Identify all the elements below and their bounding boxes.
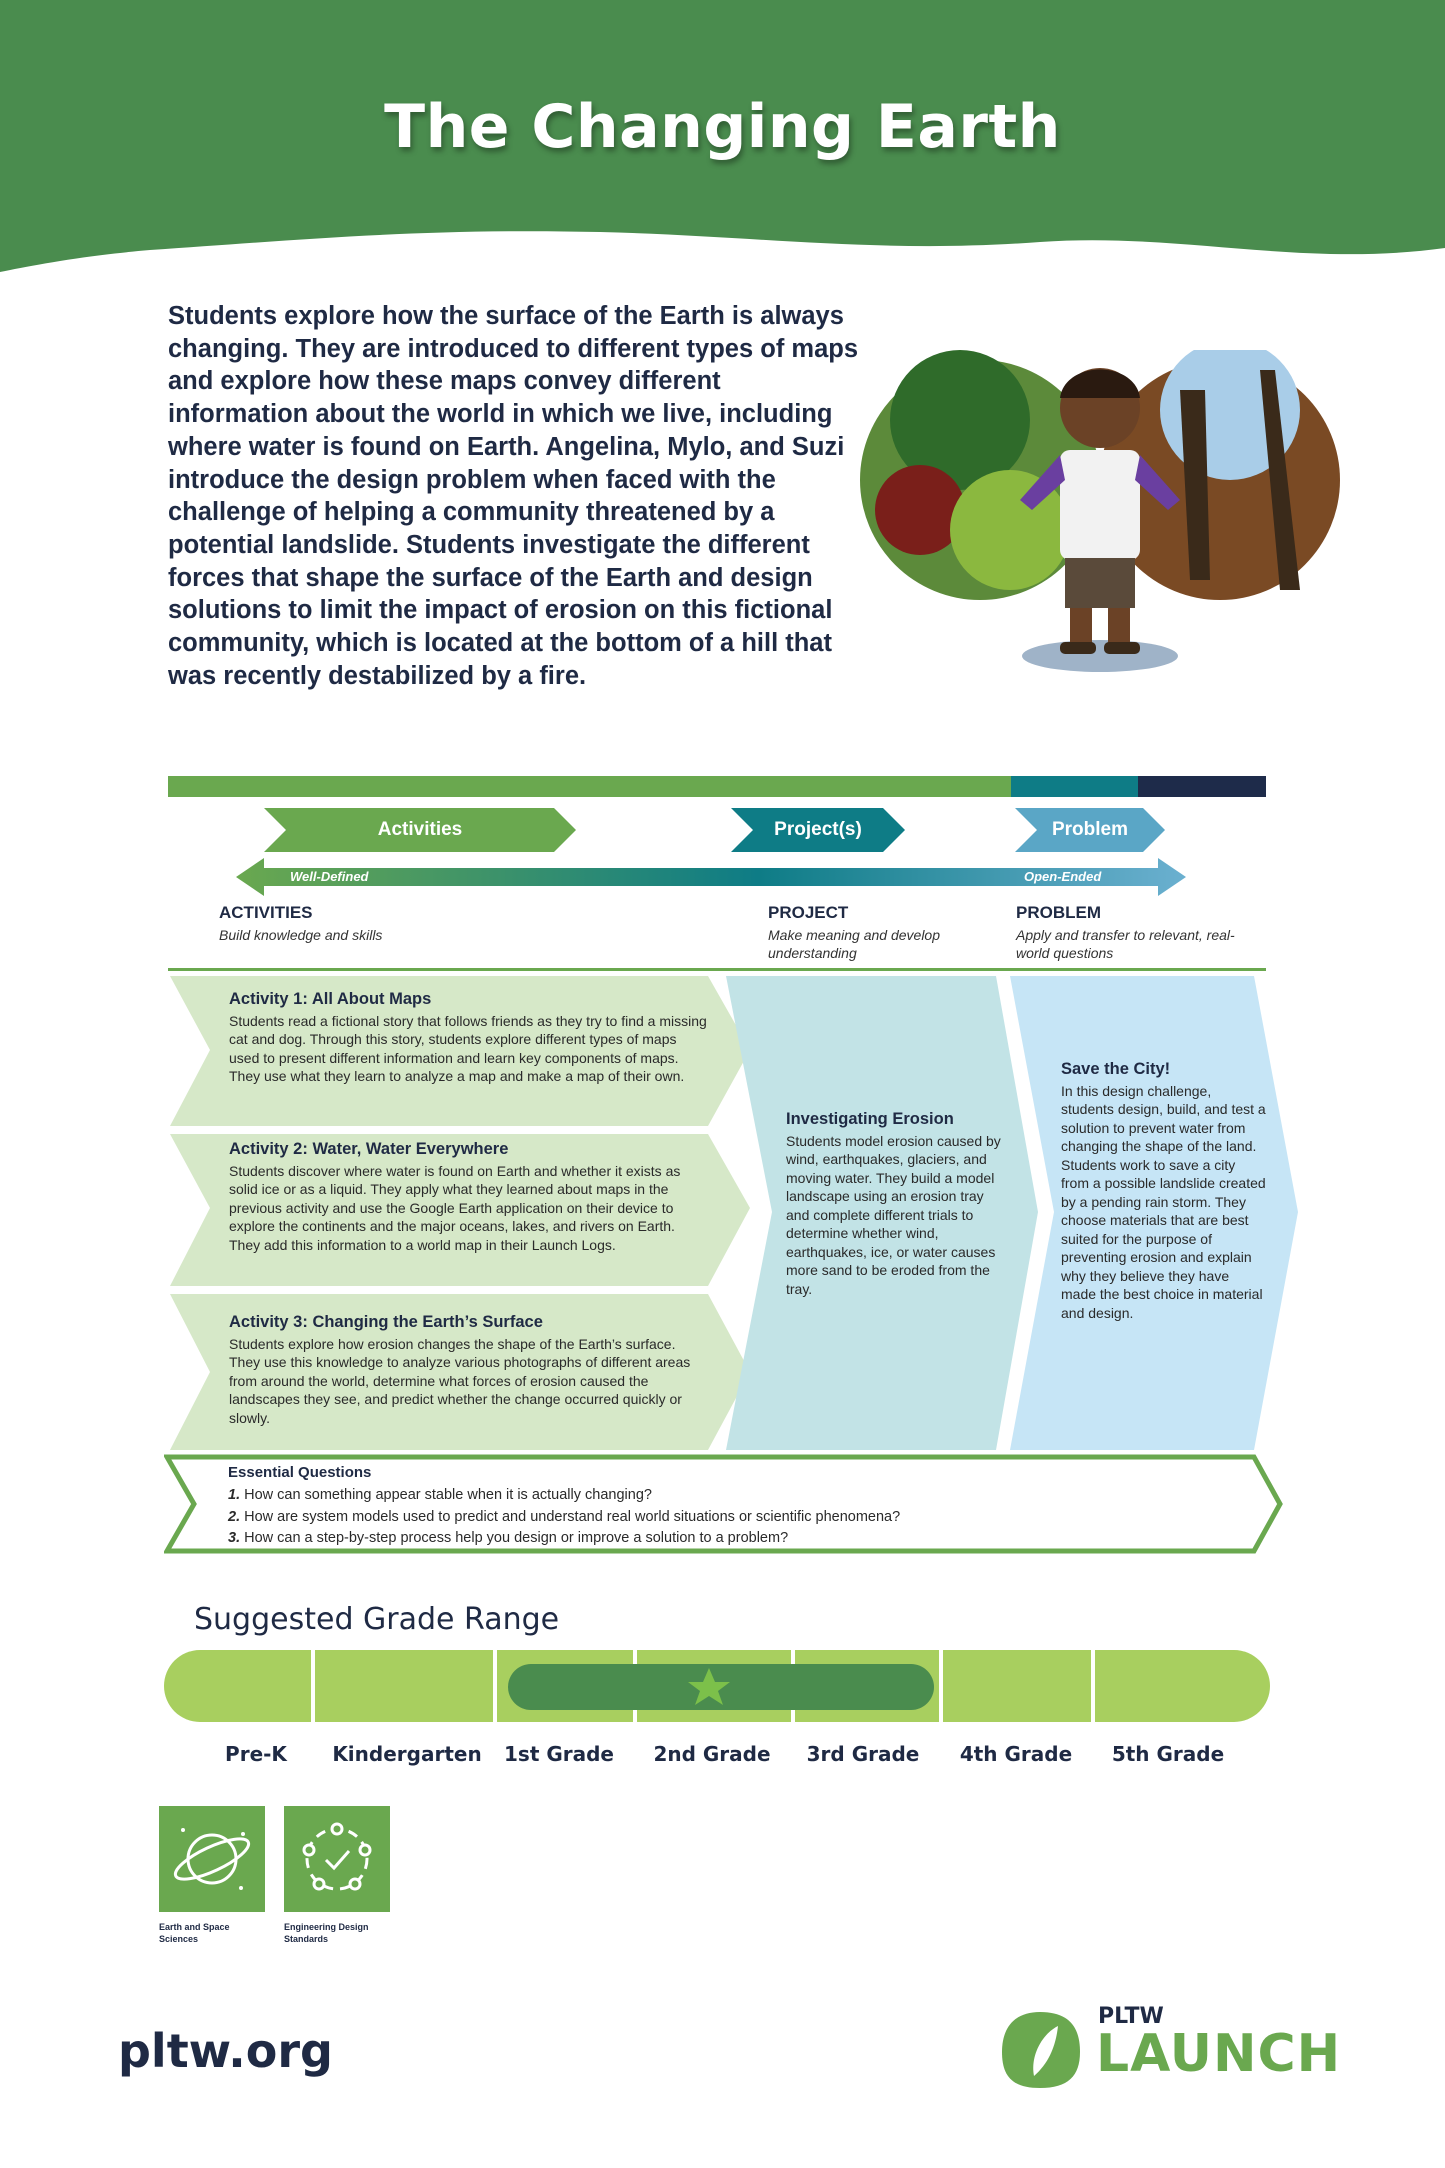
column-heading-activities: ACTIVITIES [219, 903, 313, 922]
chevron-activities-label: Activities [377, 819, 463, 840]
problem-text: In this design challenge, students design, build, and test a solution to prevent water from changing the shape of the land. Students work to save a city from a possible landslide created by a pending rain storm. They choose materials that are best suited for the purpose of preventing erosion and explain why they believe they have made the best choice in material and design. [1061, 1082, 1266, 1321]
chevron-projects-label: Project(s) [774, 819, 862, 840]
grade-3rd: 3rd Grade [806, 1742, 920, 1766]
project-text: Students model erosion caused by wind, earthquakes, glaciers, and moving water. They build a model landscape using an erosion tray and complete different trials to determine whether wind, earthquakes, ice, or water causes more sand to be eroded from the tray. [786, 1132, 1001, 1297]
grade-2nd: 2nd Grade [653, 1742, 771, 1766]
activity-1-title: Activity 1: All About Maps [229, 990, 432, 1008]
grade-range-bar [164, 1650, 1270, 1722]
engineering-design-tile [284, 1806, 390, 1912]
essential-questions-title: Essential Questions [228, 1464, 372, 1481]
intro-paragraph: Students explore how the surface of the Earth is always changing. They are introduced to different types of maps and explore how these maps convey different information about the world in which we live, including where water is found on Earth. Angelina, Mylo, and Suzi introduce the design problem when faced with the challenge of helping a community threatened by a potential landslide. Students investigate the different forces that shape the surface of the Earth and design solutions to limit the impact of erosion on this fictional community, which is located at the bottom of a hill that was recently destabilized by a fire. [168, 302, 859, 690]
project-block [786, 1110, 1008, 1298]
grade-5th: 5th Grade [1111, 1742, 1225, 1766]
activity-3-text: Students explore how erosion changes the shape of the Earth’s surface. They use this knowledge to analyze various photographs of different areas from around the world, determine what forces of erosion caused the landscapes they see, and predict whether the change occurred quickly or slowly. [229, 1335, 691, 1426]
grade-pre-k: Pre-K [225, 1742, 287, 1766]
student-illustration [860, 350, 1340, 680]
page-title: The Changing Earth [384, 92, 1061, 162]
earth-space-sciences-label: Earth and Space Sciences [159, 1922, 230, 1944]
grade-4th: 4th Grade [959, 1742, 1073, 1766]
essential-questions [228, 1464, 1228, 1550]
chevron-problem [1015, 808, 1165, 852]
planet-icon [159, 1806, 265, 1912]
design-cycle-icon [284, 1806, 390, 1912]
header-banner [0, 0, 1445, 290]
activity-2-title: Activity 2: Water, Water Everywhere [229, 1140, 509, 1158]
chevron-problem-label: Problem [1051, 819, 1129, 840]
column-divider [168, 968, 1266, 971]
grade-kindergarten: Kindergarten [332, 1742, 482, 1766]
grade-range-heading: Suggested Grade Range [194, 1602, 560, 1637]
spectrum-right-label: Open-Ended [1024, 869, 1102, 884]
earth-space-sciences-tile [159, 1806, 265, 1912]
grade-1st: 1st Grade [504, 1742, 614, 1766]
essential-question-1: 1. How can something appear stable when it is actually changing? [228, 1487, 652, 1503]
chevron-activities [264, 808, 576, 852]
engineering-design-label: Engineering Design Standards [284, 1922, 369, 1944]
essential-question-3: 3. How can a step-by-step process help you design or improve a solution to a problem? [228, 1530, 789, 1546]
activity-1-text: Students read a fictional story that follows friends as they try to find a missing cat and dog. Through this story, students explore different types of maps used to present different information and learn key components of maps. They use what they learn to analyze a map and make a map of their own. [229, 1012, 707, 1084]
column-subtitle-project: Make meaning and develop understanding [768, 927, 941, 961]
essential-question-2: 2. How are system models used to predict and understand real world situations or scientific phenomena? [228, 1508, 901, 1525]
activity-2-text: Students discover where water is found on Earth and whether it exists as solid ice or as a liquid. They apply what they learned about maps in the previous activity and use the Google Earth application on their device to explore the continents and the major oceans, lakes, and rivers on Earth. They add this information to a world map in their Launch Logs. [229, 1162, 681, 1253]
activity-1 [229, 990, 709, 1086]
column-subtitle-activities: Build knowledge and skills [219, 927, 383, 943]
project-title: Investigating Erosion [786, 1110, 954, 1128]
site-url: pltw.org [118, 2024, 333, 2078]
column-subtitle-problem: Apply and transfer to relevant, real-world questions [1016, 927, 1235, 961]
problem-block [1061, 1060, 1266, 1322]
column-heading-problem: PROBLEM [1016, 903, 1101, 922]
logo-big-text: LAUNCH [1096, 2024, 1342, 2084]
spectrum-left-label: Well-Defined [290, 869, 369, 884]
problem-title: Save the City! [1061, 1060, 1171, 1078]
activity-2 [229, 1140, 709, 1254]
activity-3-title: Activity 3: Changing the Earth’s Surface [229, 1313, 543, 1331]
logo-small-text: PLTW [1098, 2004, 1164, 2029]
progression-color-bar [168, 776, 1266, 797]
activity-3 [229, 1313, 709, 1427]
column-heading-project: PROJECT [768, 903, 849, 922]
chevron-projects [731, 808, 905, 852]
